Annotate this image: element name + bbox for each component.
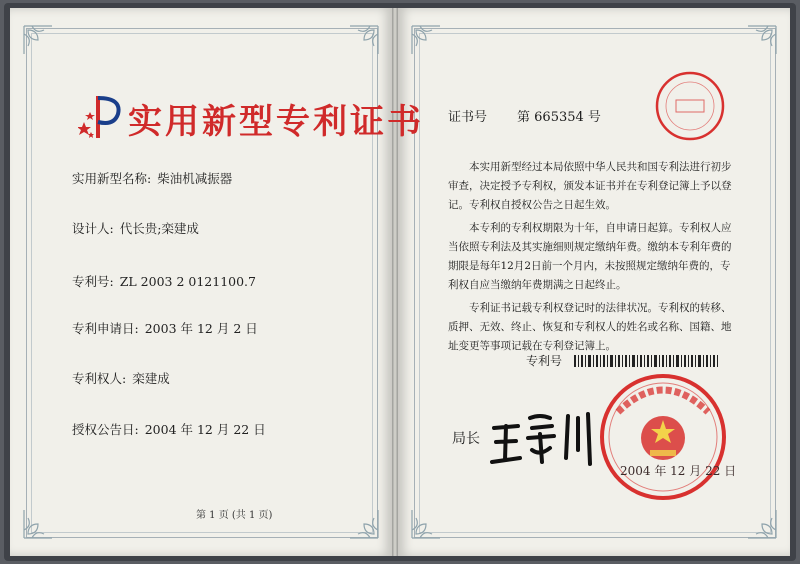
page-number: 第 1 页 (共 1 页) [196,510,273,521]
field-application-date [72,319,258,337]
field-label: 专利申请日: [72,321,139,336]
book-spine [392,8,398,556]
field-value: ZL 2003 2 0121100.7 [119,274,256,289]
field-designer [72,219,199,237]
corner-ornament-icon [410,506,444,540]
field-value: 2004 年 12 月 22 日 [144,422,266,437]
corner-ornament-icon [346,506,380,540]
field-utility-model-name [72,169,232,187]
field-label: 实用新型名称: [72,171,152,186]
corner-ornament-icon [744,24,778,58]
director-label: 局长 [452,431,480,447]
field-patentee [72,369,170,387]
certificate-number-value: 第 665354 号 [517,110,601,125]
certificate-number-label: 证书号 [448,110,488,125]
field-label: 专利号: [72,274,114,289]
field-label: 设计人: [72,221,114,236]
field-label: 专利权人: [72,371,127,386]
corner-ornament-icon [22,506,56,540]
small-official-seal-icon [654,70,726,142]
corner-ornament-icon [22,24,56,58]
field-value: 柴油机减振器 [157,171,233,186]
corner-ornament-icon [744,506,778,540]
barcode-icon [574,355,720,367]
body-paragraph: 专利证书记载专利权登记时的法律状况。专利权的转移、质押、无效、终止、恢复和专利权人的姓名或名称、国籍、地址变更等事项记载在专利登记簿上。 [448,302,732,352]
field-value: 栾建成 [132,371,170,386]
body-paragraph: 本专利的专利权期限为十年，自申请日起算。专利权人应当依照专利法及其实施细则规定缴纳年费。缴纳本专利年费的期限是每年12月2日前一个月内，未按照规定缴纳年费的，专利权自应当缴纳年费期满之日起终止。 [448,222,732,291]
certificate-title: 实用新型专利证书 [128,102,424,142]
body-paragraph: 本实用新型经过本局依照中华人民共和国专利法进行初步审查，决定授予专利权，颁发本证书并在专利登记簿上予以登记。专利权自授权公告之日起生效。 [448,161,732,211]
patent-number-label: 专利号 [526,354,563,368]
sipo-logo-icon [78,92,124,142]
national-ip-office-seal-icon [598,372,728,502]
corner-ornament-icon [346,24,380,58]
director-signature-icon [488,404,598,470]
certificate-number [448,106,601,125]
issue-date: 2004 年 12 月 22 日 [620,464,737,478]
field-grant-date [72,420,266,438]
field-patent-number [72,272,256,290]
field-label: 授权公告日: [72,422,139,437]
certificate-body [448,158,740,360]
field-value: 代长贵;栾建成 [119,221,199,236]
corner-ornament-icon [410,24,444,58]
field-value: 2003 年 12 月 2 日 [144,321,258,336]
